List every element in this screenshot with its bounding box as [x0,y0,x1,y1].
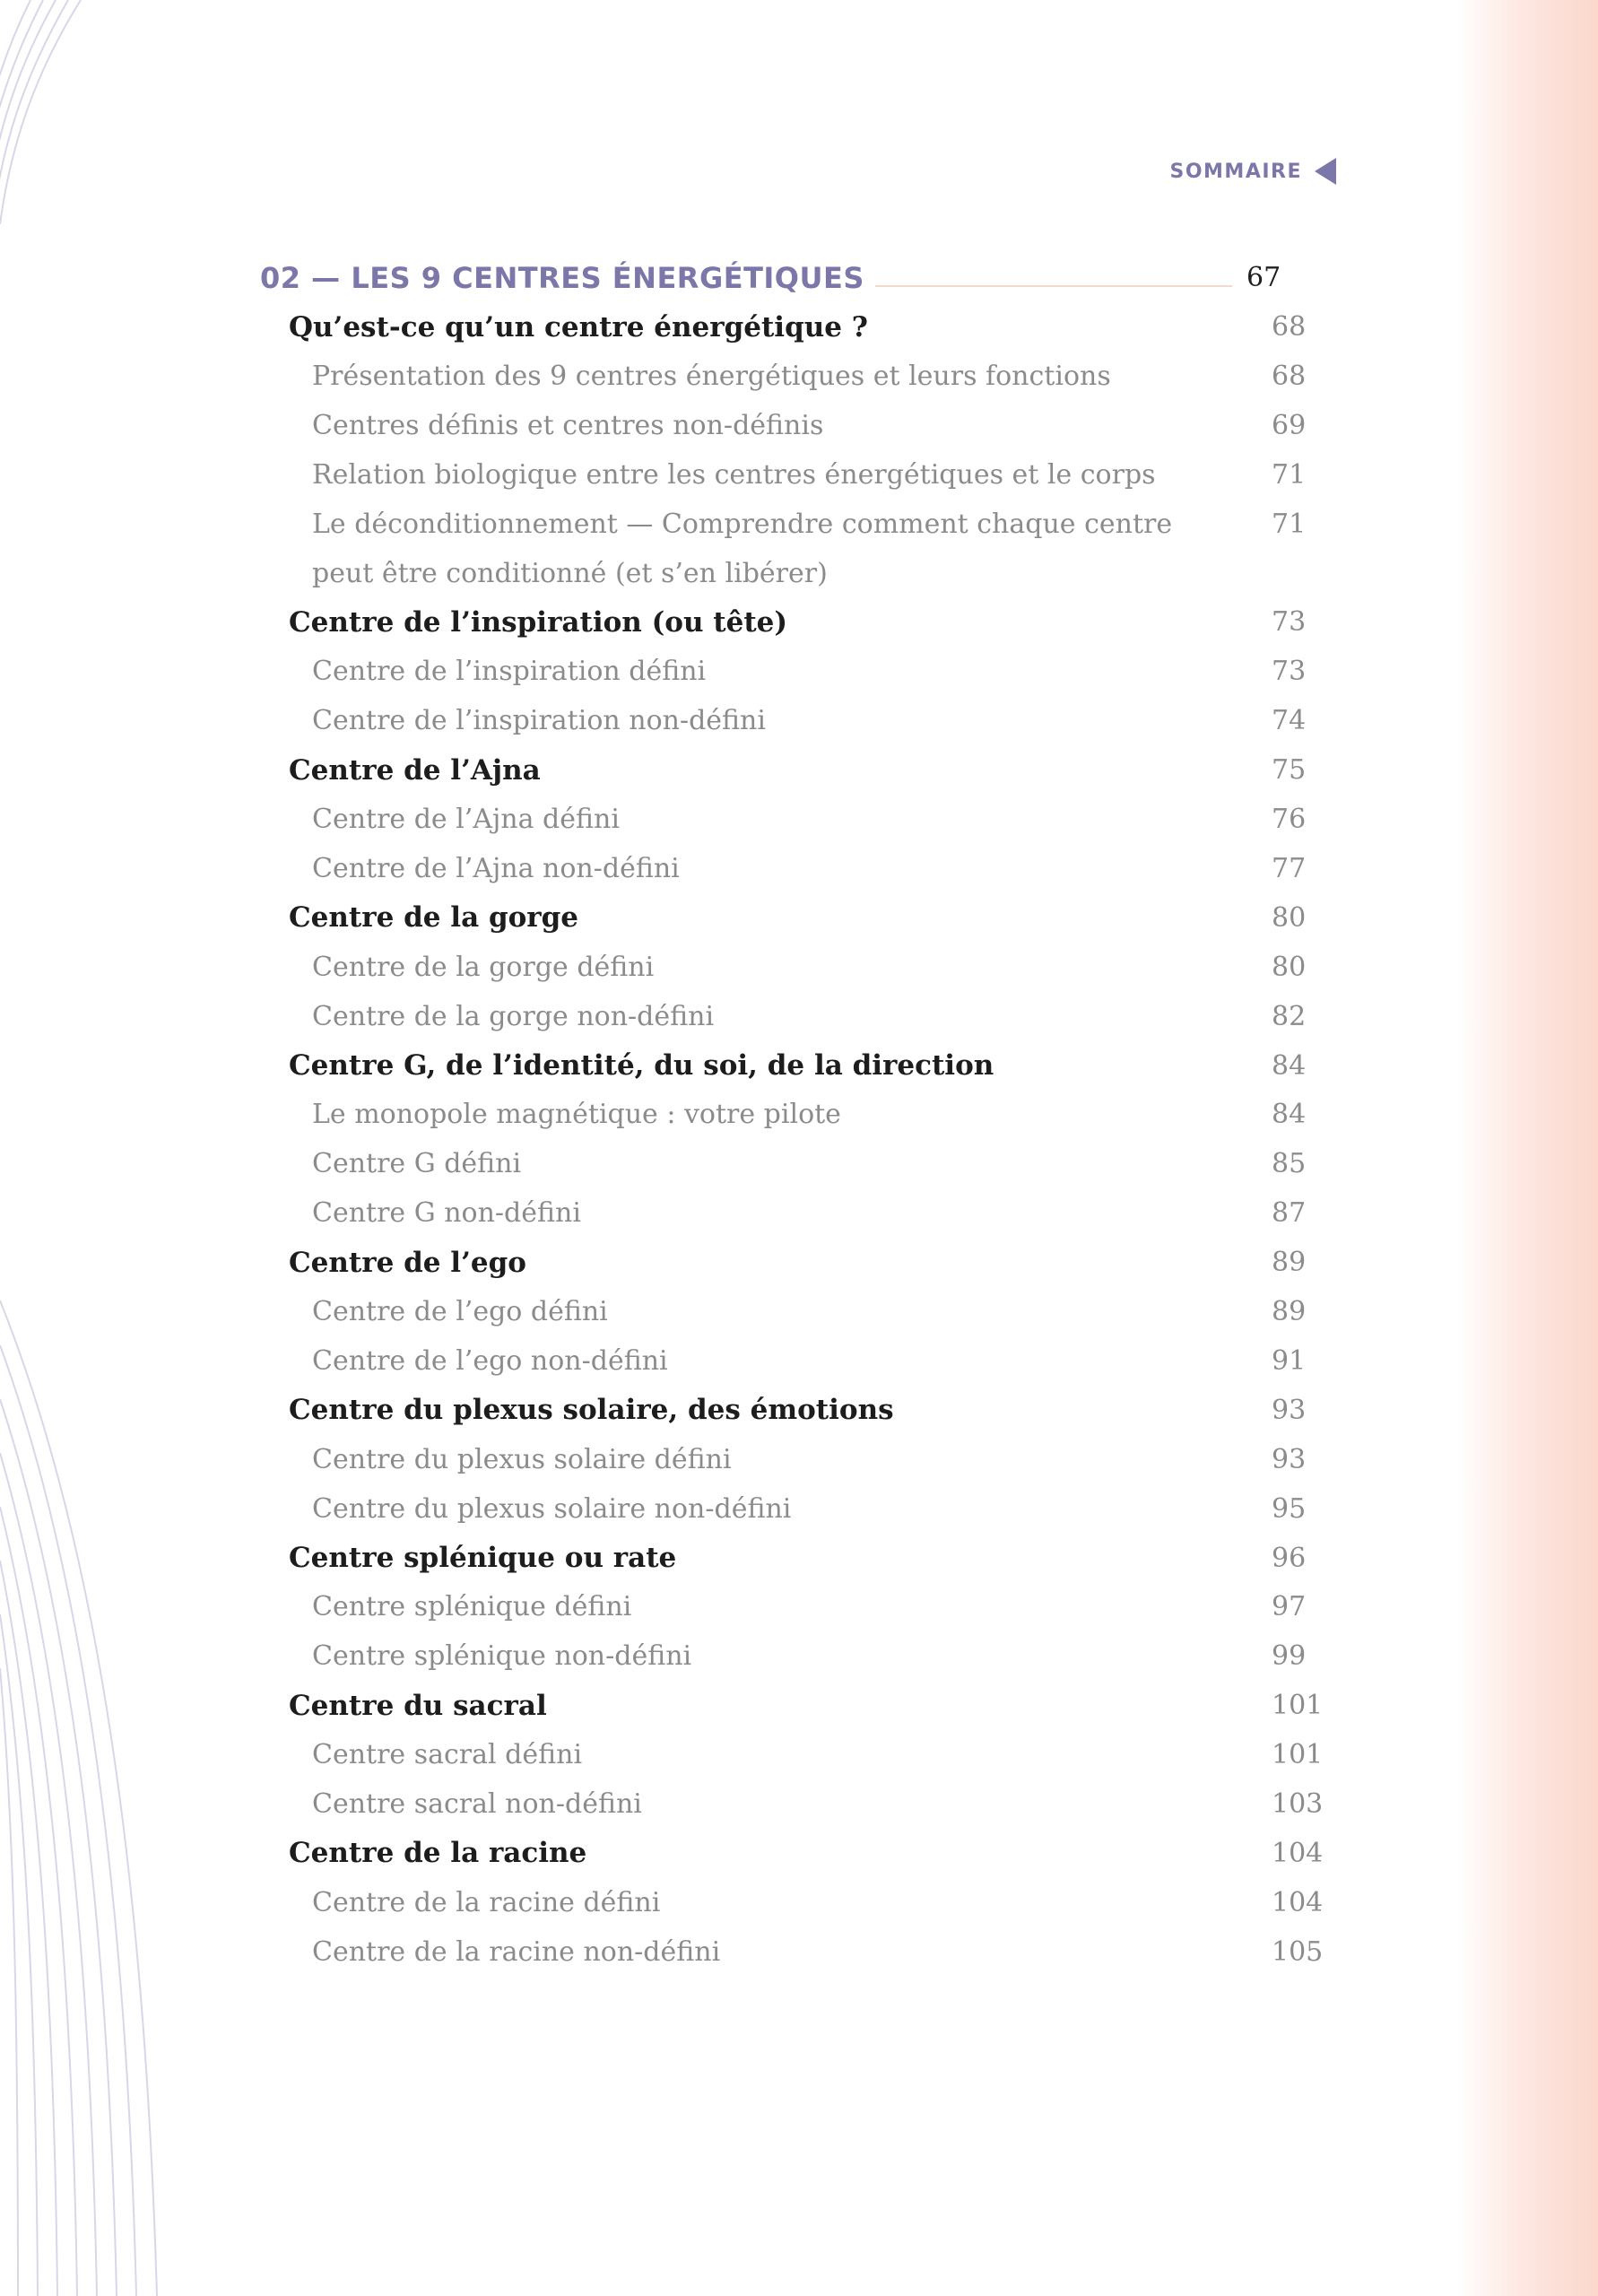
toc-entry-title: Centre de l’Ajna [289,753,541,787]
toc-entry-page: 93 [1272,1394,1307,1426]
toc-entry-page: 77 [1272,852,1307,884]
toc-entry[interactable] [312,647,1370,696]
toc-entry-page: 104 [1272,1886,1324,1918]
toc-entry[interactable] [289,1041,1347,1091]
toc-entry[interactable] [312,450,1370,500]
toc-entry-page: 76 [1272,804,1307,835]
toc-entry[interactable] [289,1238,1347,1287]
toc-entry-page: 97 [1272,1591,1307,1623]
toc-entry-page: 93 [1272,1443,1307,1475]
chapter-title: 02 — LES 9 CENTRES ÉNERGÉTIQUES [260,260,864,295]
toc-entry[interactable] [312,1090,1370,1139]
toc-entry-page: 71 [1272,458,1307,491]
toc-entry-page: 80 [1272,901,1307,934]
toc-entry[interactable] [312,992,1370,1041]
chapter-title-row[interactable] [260,253,1300,302]
toc-entry-title: Centre de la gorge non-défini [312,1000,715,1032]
toc-entry-page: 101 [1272,1690,1324,1722]
toc-entry[interactable] [289,745,1347,795]
toc-entry[interactable] [312,1484,1370,1534]
toc-entry-page: 87 [1272,1197,1307,1230]
toc-entry-page: 103 [1272,1788,1324,1820]
toc-entry-title: Centre sacral défini [312,1739,583,1771]
toc-entry[interactable] [312,844,1370,893]
toc-entry[interactable] [312,1582,1370,1631]
toc-entry-title: Centre de l’inspiration non-défini [312,705,766,737]
toc-entry[interactable] [312,352,1370,401]
toc-entry-title: Centre du plexus solaire non-défini [312,1492,792,1525]
toc-entry[interactable] [312,1336,1370,1386]
toc-entry-title: Le déconditionnement — Comprendre comment chaque centre [312,508,1173,540]
toc-entry-page: 74 [1272,705,1307,737]
toc-entry-title: peut être conditionné (et s’en libérer) [312,557,828,589]
toc-entry-title: Centre G défini [312,1148,522,1180]
toc-entry-title: Qu’est-ce qu’un centre énergétique ? [289,310,868,344]
sommaire-label: SOMMAIRE [1169,160,1302,183]
toc-entry-title: Centre G, de l’identité, du soi, de la direction [289,1049,994,1082]
dotted-leader [875,285,1232,287]
toc-entry-title: Centre splénique non-défini [312,1640,692,1673]
toc-entry[interactable] [312,696,1370,745]
toc-entry[interactable] [312,500,1370,549]
toc-entry-page: 96 [1272,1542,1307,1574]
toc-entry-title: Centre de la racine non-défini [312,1935,721,1968]
toc-entry-page: 73 [1272,606,1307,639]
toc-entry[interactable] [312,1878,1370,1927]
toc-entry-title: Centre de la racine défini [312,1886,661,1918]
toc-entry-title: Centre de l’ego non-défini [312,1344,668,1377]
toc-entry-title: Centre de l’ego défini [312,1296,608,1327]
toc-entry-title: Centre de la gorge défini [312,951,655,983]
toc-entry[interactable] [312,1730,1370,1779]
toc-entry-title: Centre de l’Ajna défini [312,804,620,835]
toc-entry-page: 104 [1272,1837,1324,1869]
toc-entry-title: Relation biologique entre les centres énergétiques et le corps [312,458,1156,491]
toc-entry-page: 75 [1272,754,1307,787]
toc-entry-title: Le monopole magnétique : votre pilote [312,1099,841,1131]
toc-entry-page: 68 [1272,311,1307,343]
toc-entry-title: Centre de la racine [289,1837,587,1870]
toc-entry-title: Centre de l’inspiration défini [312,656,707,688]
toc-entry-page: 95 [1272,1492,1307,1525]
toc-entry-title: Présentation des 9 centres énergétiques et leurs fonctions [312,360,1111,392]
toc-entry[interactable] [289,893,1347,943]
toc-entry-page: 105 [1272,1935,1324,1968]
toc-entry-title: Centre de l’inspiration (ou tête) [289,605,788,639]
toc-entry[interactable] [312,1631,1370,1681]
toc-entry[interactable] [289,302,1347,352]
toc-entry-title: Centre G non-défini [312,1197,581,1230]
toc-entry-page: 73 [1272,656,1307,688]
section-header [1166,158,1336,185]
toc-entry-page: 99 [1272,1640,1307,1673]
page-edge-gradient [1455,0,1598,2296]
toc-entry[interactable] [289,1386,1347,1435]
toc-entry[interactable] [312,401,1370,450]
toc-entry-title: Centre de la gorge [289,901,579,935]
back-arrow-icon[interactable] [1315,158,1336,185]
toc-entry-page: 85 [1272,1148,1307,1180]
toc-entry-title: Centre de l’Ajna non-défini [312,852,680,884]
toc-entry-title: Centre de l’ego [289,1246,526,1279]
toc-entry-title: Centres définis et centres non-définis [312,409,824,441]
toc-entry-page: 84 [1272,1049,1307,1082]
toc-entry[interactable] [289,1534,1347,1583]
toc-entry[interactable] [312,1927,1370,1977]
toc-entry-page: 68 [1272,360,1307,392]
toc-entry[interactable] [312,549,1370,598]
toc-entry-page: 71 [1272,508,1307,540]
toc-entry-title: Centre du plexus solaire, des émotions [289,1394,894,1427]
toc-entry-title: Centre splénique ou rate [289,1542,677,1574]
chapter-page-number: 67 [1246,262,1281,293]
toc-entry-page: 69 [1272,409,1307,441]
toc-entry-title: Centre du sacral [289,1689,547,1722]
toc-entry-page: 91 [1272,1344,1307,1377]
toc-entry[interactable] [312,943,1370,992]
toc-entry[interactable] [312,1779,1370,1829]
toc-entry[interactable] [312,1139,1370,1188]
toc-entry-title: Centre sacral non-défini [312,1788,642,1820]
toc-entry-page: 82 [1272,1000,1307,1032]
toc-entry-page: 80 [1272,951,1307,983]
toc-entry-page: 89 [1272,1296,1307,1327]
toc-entry[interactable] [289,1829,1347,1878]
toc-entry[interactable] [312,795,1370,844]
decorative-lines [0,0,197,2296]
toc-entry-page: 101 [1272,1739,1324,1771]
toc-entry[interactable] [312,1287,1370,1336]
toc-entry-page: 89 [1272,1247,1307,1279]
toc-entry-title: Centre splénique défini [312,1591,632,1623]
toc-entry-title: Centre du plexus solaire défini [312,1443,732,1475]
toc-entry[interactable] [289,1681,1347,1730]
toc-entry[interactable] [312,1435,1370,1484]
toc-entry[interactable] [312,1188,1370,1238]
toc-entry[interactable] [289,597,1347,647]
toc-entry-page: 84 [1272,1099,1307,1131]
